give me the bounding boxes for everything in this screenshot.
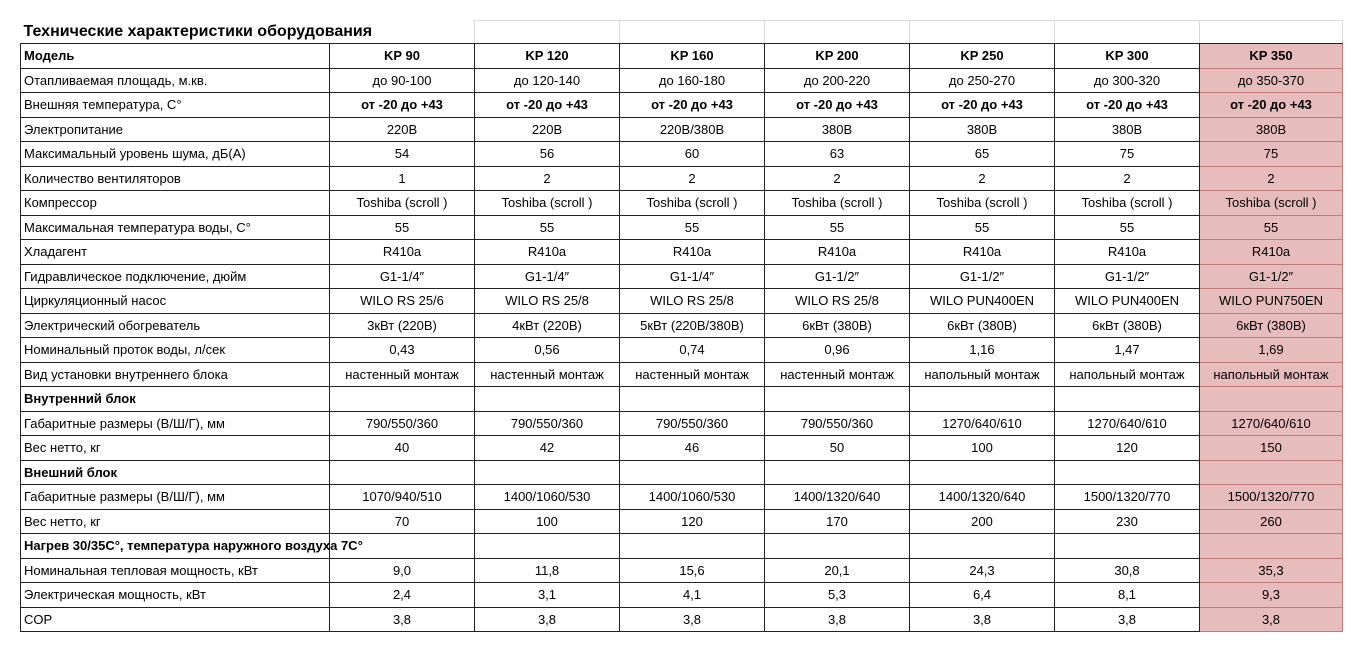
table-row (21, 93, 1343, 118)
empty-cell (1055, 460, 1200, 485)
table-cell: от -20 до +43 (1055, 93, 1200, 118)
table-row (21, 583, 1343, 608)
table-cell: 0,74 (620, 338, 765, 363)
table-cell: от -20 до +43 (765, 93, 910, 118)
table-cell: 1400/1060/530 (475, 485, 620, 510)
empty-cell (330, 387, 475, 412)
table-cell: 2 (1055, 166, 1200, 191)
table-cell: 1270/640/610 (1200, 411, 1343, 436)
table-cell: 1500/1320/770 (1200, 485, 1343, 510)
table-cell: до 120-140 (475, 68, 620, 93)
table-cell: 100 (910, 436, 1055, 461)
model-header: KP 300 (1055, 44, 1200, 69)
spec-table (20, 20, 1343, 632)
model-header: KP 120 (475, 44, 620, 69)
table-cell: 46 (620, 436, 765, 461)
row-label: Внешняя температура, С° (21, 93, 330, 118)
table-row (21, 362, 1343, 387)
table-cell: 230 (1055, 509, 1200, 534)
table-cell: до 160-180 (620, 68, 765, 93)
model-header-row (21, 44, 1343, 69)
table-cell: напольный монтаж (1055, 362, 1200, 387)
table-cell: 55 (620, 215, 765, 240)
empty-cell (620, 534, 765, 559)
table-cell: 260 (1200, 509, 1343, 534)
table-cell: до 300-320 (1055, 68, 1200, 93)
table-cell: 1400/1060/530 (620, 485, 765, 510)
table-cell: Toshiba (scroll ) (1055, 191, 1200, 216)
table-cell: 150 (1200, 436, 1343, 461)
table-row (21, 240, 1343, 265)
table-row (21, 142, 1343, 167)
table-cell: R410a (1200, 240, 1343, 265)
table-cell: 3,8 (1055, 607, 1200, 632)
section-row (21, 460, 1343, 485)
row-label: Максимальный уровень шума, дБ(А) (21, 142, 330, 167)
row-label: Максимальная температура воды, С° (21, 215, 330, 240)
table-cell: Toshiba (scroll ) (1200, 191, 1343, 216)
table-cell: 3,8 (1200, 607, 1343, 632)
table-cell: 75 (1055, 142, 1200, 167)
table-cell: 220В (475, 117, 620, 142)
table-cell: 8,1 (1055, 583, 1200, 608)
table-row (21, 289, 1343, 314)
table-cell: G1-1/4″ (475, 264, 620, 289)
table-row (21, 166, 1343, 191)
empty-cell (475, 387, 620, 412)
table-cell: 100 (475, 509, 620, 534)
table-row (21, 215, 1343, 240)
table-cell: 2 (620, 166, 765, 191)
table-cell: 0,56 (475, 338, 620, 363)
empty-cell (765, 534, 910, 559)
empty-cell (910, 460, 1055, 485)
table-cell: R410a (475, 240, 620, 265)
table-cell: Toshiba (scroll ) (910, 191, 1055, 216)
table-cell: R410a (1055, 240, 1200, 265)
table-row (21, 191, 1343, 216)
table-cell: Toshiba (scroll ) (330, 191, 475, 216)
model-header: KP 250 (910, 44, 1055, 69)
model-label: Модель (21, 44, 330, 69)
table-cell: G1-1/2″ (1200, 264, 1343, 289)
row-label: Вид установки внутреннего блока (21, 362, 330, 387)
table-cell: 790/550/360 (330, 411, 475, 436)
empty-cell (910, 534, 1055, 559)
empty-cell (475, 534, 620, 559)
table-cell: 42 (475, 436, 620, 461)
table-cell: напольный монтаж (1200, 362, 1343, 387)
table-cell: от -20 до +43 (330, 93, 475, 118)
empty-cell (475, 460, 620, 485)
empty-cell (1200, 534, 1343, 559)
table-cell: до 250-270 (910, 68, 1055, 93)
table-cell: 380В (1055, 117, 1200, 142)
table-cell: WILO RS 25/8 (765, 289, 910, 314)
table-cell: 1,16 (910, 338, 1055, 363)
table-cell: WILO RS 25/6 (330, 289, 475, 314)
table-cell: WILO PUN400EN (1055, 289, 1200, 314)
table-cell: 20,1 (765, 558, 910, 583)
table-cell: от -20 до +43 (910, 93, 1055, 118)
table-cell: 1070/940/510 (330, 485, 475, 510)
section-label: Нагрев 30/35С°, температура наружного воздуха 7С° (21, 534, 330, 559)
table-cell: 4кВт (220В) (475, 313, 620, 338)
table-cell: 55 (330, 215, 475, 240)
table-cell: G1-1/2″ (1055, 264, 1200, 289)
table-cell: 6,4 (910, 583, 1055, 608)
model-header: KP 200 (765, 44, 910, 69)
table-row (21, 485, 1343, 510)
row-label: Электропитание (21, 117, 330, 142)
model-header: KP 160 (620, 44, 765, 69)
table-title: Технические характеристики оборудования (21, 21, 475, 44)
table-cell: 9,3 (1200, 583, 1343, 608)
table-cell: R410a (765, 240, 910, 265)
table-cell: 55 (475, 215, 620, 240)
row-label: Циркуляционный насос (21, 289, 330, 314)
table-cell: G1-1/4″ (330, 264, 475, 289)
table-cell: 170 (765, 509, 910, 534)
table-cell: настенный монтаж (620, 362, 765, 387)
table-row (21, 313, 1343, 338)
empty-cell (1200, 387, 1343, 412)
table-cell: WILO RS 25/8 (475, 289, 620, 314)
table-cell: 790/550/360 (475, 411, 620, 436)
empty-cell (620, 387, 765, 412)
table-cell: 60 (620, 142, 765, 167)
table-cell: от -20 до +43 (475, 93, 620, 118)
table-cell: 35,3 (1200, 558, 1343, 583)
table-cell: Toshiba (scroll ) (475, 191, 620, 216)
table-cell: до 90-100 (330, 68, 475, 93)
table-cell: 3,8 (330, 607, 475, 632)
table-cell: 63 (765, 142, 910, 167)
row-label: Количество вентиляторов (21, 166, 330, 191)
table-cell: 220В/380В (620, 117, 765, 142)
table-cell: Toshiba (scroll ) (620, 191, 765, 216)
table-cell: 120 (620, 509, 765, 534)
table-cell: настенный монтаж (475, 362, 620, 387)
table-cell: WILO PUN750EN (1200, 289, 1343, 314)
table-cell: 15,6 (620, 558, 765, 583)
table-cell: 1,47 (1055, 338, 1200, 363)
table-cell: Toshiba (scroll ) (765, 191, 910, 216)
section-row (21, 387, 1343, 412)
empty-cell (765, 460, 910, 485)
row-label: Хладагент (21, 240, 330, 265)
table-cell: 1400/1320/640 (910, 485, 1055, 510)
table-cell: 3,8 (765, 607, 910, 632)
table-cell: 50 (765, 436, 910, 461)
table-cell: 55 (1200, 215, 1343, 240)
model-header-highlighted: KP 350 (1200, 44, 1343, 69)
table-cell: R410a (330, 240, 475, 265)
table-cell: 54 (330, 142, 475, 167)
table-row (21, 338, 1343, 363)
row-label: Номинальная тепловая мощность, кВт (21, 558, 330, 583)
table-cell: 2,4 (330, 583, 475, 608)
table-cell: настенный монтаж (330, 362, 475, 387)
table-cell: 6кВт (380В) (1200, 313, 1343, 338)
table-cell: 1,69 (1200, 338, 1343, 363)
table-cell: WILO PUN400EN (910, 289, 1055, 314)
table-cell: 3кВт (220В) (330, 313, 475, 338)
table-cell: 55 (910, 215, 1055, 240)
spec-sheet (20, 20, 1343, 632)
table-cell: 1270/640/610 (1055, 411, 1200, 436)
table-cell: 2 (475, 166, 620, 191)
empty-cell (765, 387, 910, 412)
empty-cell (1055, 534, 1200, 559)
table-cell: 380В (910, 117, 1055, 142)
table-cell: 5,3 (765, 583, 910, 608)
empty-cell (620, 460, 765, 485)
table-cell: 4,1 (620, 583, 765, 608)
table-cell: 380В (1200, 117, 1343, 142)
table-cell: 9,0 (330, 558, 475, 583)
row-label: Номинальный проток воды, л/сек (21, 338, 330, 363)
row-label: Гидравлическое подключение, дюйм (21, 264, 330, 289)
table-cell: 1500/1320/770 (1055, 485, 1200, 510)
table-cell: 55 (1055, 215, 1200, 240)
table-cell: 790/550/360 (620, 411, 765, 436)
table-cell: 220В (330, 117, 475, 142)
table-row (21, 509, 1343, 534)
table-cell: 6кВт (380В) (1055, 313, 1200, 338)
table-cell: 5кВт (220В/380В) (620, 313, 765, 338)
row-label: Электрическая мощность, кВт (21, 583, 330, 608)
table-cell: 6кВт (380В) (765, 313, 910, 338)
table-cell: 3,8 (910, 607, 1055, 632)
table-cell: 3,8 (620, 607, 765, 632)
table-cell: до 350-370 (1200, 68, 1343, 93)
row-label: COP (21, 607, 330, 632)
section-label: Внутренний блок (21, 387, 330, 412)
table-cell: 0,96 (765, 338, 910, 363)
table-cell: 70 (330, 509, 475, 534)
table-cell: 200 (910, 509, 1055, 534)
row-label: Габаритные размеры (В/Ш/Г), мм (21, 485, 330, 510)
row-label: Отапливаемая площадь, м.кв. (21, 68, 330, 93)
table-cell: настенный монтаж (765, 362, 910, 387)
table-cell: 30,8 (1055, 558, 1200, 583)
section-label: Внешний блок (21, 460, 330, 485)
table-cell: G1-1/4″ (620, 264, 765, 289)
table-cell: 380В (765, 117, 910, 142)
empty-cell (1055, 387, 1200, 412)
table-cell: 790/550/360 (765, 411, 910, 436)
table-cell: 0,43 (330, 338, 475, 363)
table-cell: 65 (910, 142, 1055, 167)
table-cell: напольный монтаж (910, 362, 1055, 387)
table-row (21, 436, 1343, 461)
table-cell: 56 (475, 142, 620, 167)
row-label: Вес нетто, кг (21, 509, 330, 534)
row-label: Электрический обогреватель (21, 313, 330, 338)
table-row (21, 68, 1343, 93)
table-cell: G1-1/2″ (765, 264, 910, 289)
table-cell: 3,8 (475, 607, 620, 632)
empty-cell (330, 460, 475, 485)
table-cell: 24,3 (910, 558, 1055, 583)
table-row (21, 264, 1343, 289)
table-cell: 2 (765, 166, 910, 191)
table-row (21, 117, 1343, 142)
table-cell: 1400/1320/640 (765, 485, 910, 510)
table-row (21, 607, 1343, 632)
model-header: KP 90 (330, 44, 475, 69)
table-cell: до 200-220 (765, 68, 910, 93)
table-cell: 55 (765, 215, 910, 240)
table-cell: G1-1/2″ (910, 264, 1055, 289)
table-cell: R410a (620, 240, 765, 265)
table-cell: WILO RS 25/8 (620, 289, 765, 314)
table-cell: от -20 до +43 (1200, 93, 1343, 118)
table-cell: 3,1 (475, 583, 620, 608)
row-label: Компрессор (21, 191, 330, 216)
table-cell: 1 (330, 166, 475, 191)
table-cell: 11,8 (475, 558, 620, 583)
table-row (21, 558, 1343, 583)
table-cell: 2 (910, 166, 1055, 191)
row-label: Габаритные размеры (В/Ш/Г), мм (21, 411, 330, 436)
section-row (21, 534, 1343, 559)
title-row (21, 21, 1343, 44)
table-cell: от -20 до +43 (620, 93, 765, 118)
table-cell: 120 (1055, 436, 1200, 461)
table-cell: 6кВт (380В) (910, 313, 1055, 338)
table-cell: 1270/640/610 (910, 411, 1055, 436)
table-cell: 2 (1200, 166, 1343, 191)
row-label: Вес нетто, кг (21, 436, 330, 461)
empty-cell (1200, 460, 1343, 485)
table-row (21, 411, 1343, 436)
table-cell: 40 (330, 436, 475, 461)
empty-cell (910, 387, 1055, 412)
table-cell: R410a (910, 240, 1055, 265)
table-cell: 75 (1200, 142, 1343, 167)
